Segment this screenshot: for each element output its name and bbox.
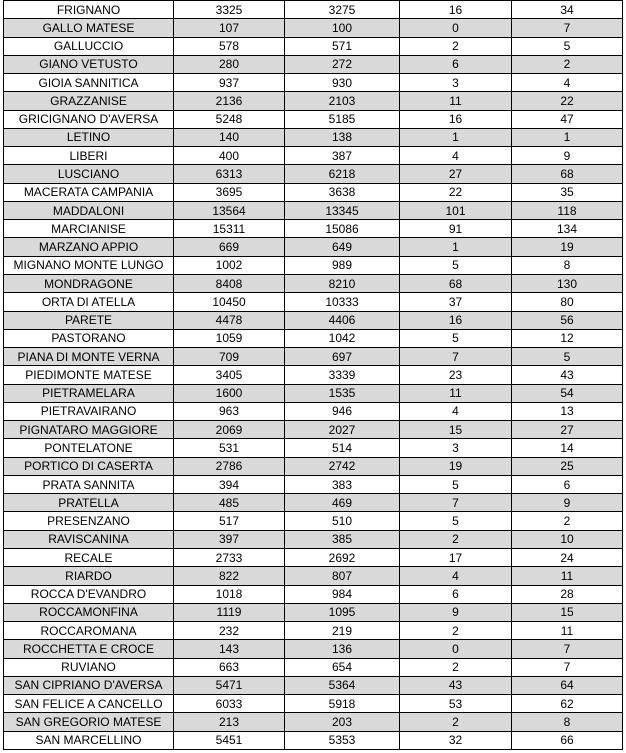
value-cell-col3: 2 <box>400 622 512 640</box>
value-cell-col3: 4 <box>400 147 512 165</box>
value-cell-col2: 697 <box>285 348 400 366</box>
municipality-cell: GALLO MATESE <box>4 19 174 37</box>
value-cell-col2: 469 <box>285 494 400 512</box>
value-cell-col1: 5248 <box>174 110 285 128</box>
municipality-cell: MIGNANO MONTE LUNGO <box>4 256 174 274</box>
value-cell-col2: 984 <box>285 585 400 603</box>
table-row <box>4 110 623 128</box>
value-cell-col2: 13345 <box>285 201 400 219</box>
value-cell-col2: 5185 <box>285 110 400 128</box>
value-cell-col2: 6218 <box>285 165 400 183</box>
municipality-cell: PONTELATONE <box>4 439 174 457</box>
value-cell-col4: 7 <box>512 19 623 37</box>
value-cell-col4: 15 <box>512 603 623 621</box>
value-cell-col3: 32 <box>400 731 512 749</box>
value-cell-col1: 669 <box>174 238 285 256</box>
table-row <box>4 220 623 238</box>
value-cell-col2: 10333 <box>285 293 400 311</box>
value-cell-col3: 2 <box>400 658 512 676</box>
value-cell-col2: 1042 <box>285 329 400 347</box>
value-cell-col4: 4 <box>512 74 623 92</box>
value-cell-col3: 5 <box>400 512 512 530</box>
value-cell-col2: 930 <box>285 74 400 92</box>
value-cell-col3: 0 <box>400 19 512 37</box>
value-cell-col3: 19 <box>400 457 512 475</box>
value-cell-col2: 387 <box>285 147 400 165</box>
value-cell-col1: 709 <box>174 348 285 366</box>
value-cell-col4: 134 <box>512 220 623 238</box>
value-cell-col4: 64 <box>512 676 623 694</box>
value-cell-col1: 15311 <box>174 220 285 238</box>
value-cell-col1: 2136 <box>174 92 285 110</box>
value-cell-col3: 37 <box>400 293 512 311</box>
municipality-cell: PIANA DI MONTE VERNA <box>4 348 174 366</box>
value-cell-col3: 5 <box>400 329 512 347</box>
value-cell-col4: 5 <box>512 348 623 366</box>
table-row <box>4 439 623 457</box>
municipality-cell: ROCCAMONFINA <box>4 603 174 621</box>
value-cell-col1: 3325 <box>174 1 285 19</box>
value-cell-col1: 280 <box>174 55 285 73</box>
municipality-cell: PIEDIMONTE MATESE <box>4 366 174 384</box>
municipality-cell: RUVIANO <box>4 658 174 676</box>
value-cell-col3: 2 <box>400 713 512 731</box>
table-row <box>4 731 623 749</box>
value-cell-col4: 2 <box>512 512 623 530</box>
table-row <box>4 475 623 493</box>
value-cell-col1: 578 <box>174 37 285 55</box>
value-cell-col3: 17 <box>400 548 512 566</box>
value-cell-col3: 15 <box>400 421 512 439</box>
municipality-cell: MONDRAGONE <box>4 274 174 292</box>
value-cell-col2: 272 <box>285 55 400 73</box>
value-cell-col3: 1 <box>400 128 512 146</box>
value-cell-col4: 28 <box>512 585 623 603</box>
value-cell-col1: 8408 <box>174 274 285 292</box>
value-cell-col1: 1059 <box>174 329 285 347</box>
value-cell-col2: 219 <box>285 622 400 640</box>
table-row <box>4 201 623 219</box>
value-cell-col4: 1 <box>512 128 623 146</box>
value-cell-col4: 47 <box>512 110 623 128</box>
value-cell-col1: 140 <box>174 128 285 146</box>
municipality-cell: PIGNATARO MAGGIORE <box>4 421 174 439</box>
value-cell-col3: 2 <box>400 37 512 55</box>
table-row <box>4 676 623 694</box>
table-row <box>4 74 623 92</box>
value-cell-col3: 43 <box>400 676 512 694</box>
value-cell-col2: 4406 <box>285 311 400 329</box>
value-cell-col4: 13 <box>512 402 623 420</box>
municipality-cell: LUSCIANO <box>4 165 174 183</box>
municipality-cell: GALLUCCIO <box>4 37 174 55</box>
value-cell-col4: 7 <box>512 658 623 676</box>
value-cell-col3: 0 <box>400 640 512 658</box>
value-cell-col2: 385 <box>285 530 400 548</box>
value-cell-col2: 100 <box>285 19 400 37</box>
table-row <box>4 402 623 420</box>
table-row <box>4 567 623 585</box>
value-cell-col4: 22 <box>512 92 623 110</box>
value-cell-col3: 6 <box>400 585 512 603</box>
table-row <box>4 55 623 73</box>
value-cell-col4: 25 <box>512 457 623 475</box>
municipality-cell: RECALE <box>4 548 174 566</box>
municipality-cell: MACERATA CAMPANIA <box>4 183 174 201</box>
table-row <box>4 658 623 676</box>
value-cell-col1: 232 <box>174 622 285 640</box>
value-cell-col2: 1535 <box>285 384 400 402</box>
value-cell-col3: 9 <box>400 603 512 621</box>
value-cell-col3: 5 <box>400 256 512 274</box>
value-cell-col2: 5364 <box>285 676 400 694</box>
municipality-cell: MADDALONI <box>4 201 174 219</box>
value-cell-col2: 2103 <box>285 92 400 110</box>
table-row <box>4 512 623 530</box>
value-cell-col2: 5918 <box>285 695 400 713</box>
value-cell-col3: 11 <box>400 92 512 110</box>
municipality-cell: RIARDO <box>4 567 174 585</box>
value-cell-col2: 654 <box>285 658 400 676</box>
value-cell-col4: 19 <box>512 238 623 256</box>
value-cell-col3: 11 <box>400 384 512 402</box>
value-cell-col4: 9 <box>512 494 623 512</box>
value-cell-col1: 963 <box>174 402 285 420</box>
value-cell-col1: 485 <box>174 494 285 512</box>
value-cell-col3: 27 <box>400 165 512 183</box>
value-cell-col4: 12 <box>512 329 623 347</box>
municipality-cell: PRATA SANNITA <box>4 475 174 493</box>
value-cell-col3: 16 <box>400 1 512 19</box>
table-row <box>4 530 623 548</box>
table-row <box>4 92 623 110</box>
value-cell-col3: 7 <box>400 494 512 512</box>
table-row <box>4 695 623 713</box>
value-cell-col4: 6 <box>512 475 623 493</box>
municipality-cell: SAN FELICE A CANCELLO <box>4 695 174 713</box>
municipality-cell: PASTORANO <box>4 329 174 347</box>
table-row <box>4 640 623 658</box>
value-cell-col4: 62 <box>512 695 623 713</box>
value-cell-col1: 397 <box>174 530 285 548</box>
value-cell-col4: 54 <box>512 384 623 402</box>
table-row <box>4 183 623 201</box>
value-cell-col1: 3695 <box>174 183 285 201</box>
value-cell-col4: 2 <box>512 55 623 73</box>
value-cell-col2: 5353 <box>285 731 400 749</box>
value-cell-col3: 4 <box>400 402 512 420</box>
value-cell-col1: 1002 <box>174 256 285 274</box>
municipality-cell: ROCCAROMANA <box>4 622 174 640</box>
table-row <box>4 603 623 621</box>
value-cell-col2: 946 <box>285 402 400 420</box>
municipality-cell: PRATELLA <box>4 494 174 512</box>
value-cell-col4: 118 <box>512 201 623 219</box>
municipality-cell: GRAZZANISE <box>4 92 174 110</box>
value-cell-col2: 649 <box>285 238 400 256</box>
value-cell-col4: 8 <box>512 256 623 274</box>
value-cell-col3: 22 <box>400 183 512 201</box>
value-cell-col4: 35 <box>512 183 623 201</box>
value-cell-col2: 136 <box>285 640 400 658</box>
value-cell-col2: 571 <box>285 37 400 55</box>
value-cell-col1: 822 <box>174 567 285 585</box>
table-row <box>4 548 623 566</box>
value-cell-col1: 5471 <box>174 676 285 694</box>
value-cell-col2: 8210 <box>285 274 400 292</box>
table-row <box>4 311 623 329</box>
value-cell-col3: 101 <box>400 201 512 219</box>
value-cell-col1: 6033 <box>174 695 285 713</box>
value-cell-col3: 53 <box>400 695 512 713</box>
municipality-cell: PIETRAMELARA <box>4 384 174 402</box>
value-cell-col1: 937 <box>174 74 285 92</box>
value-cell-col3: 23 <box>400 366 512 384</box>
value-cell-col1: 1119 <box>174 603 285 621</box>
value-cell-col3: 6 <box>400 55 512 73</box>
table-row <box>4 147 623 165</box>
value-cell-col1: 213 <box>174 713 285 731</box>
value-cell-col3: 4 <box>400 567 512 585</box>
value-cell-col2: 1095 <box>285 603 400 621</box>
value-cell-col2: 2742 <box>285 457 400 475</box>
table-row <box>4 256 623 274</box>
table-row <box>4 238 623 256</box>
value-cell-col1: 1018 <box>174 585 285 603</box>
value-cell-col4: 7 <box>512 640 623 658</box>
table-row <box>4 457 623 475</box>
value-cell-col3: 7 <box>400 348 512 366</box>
municipality-cell: SAN GREGORIO MATESE <box>4 713 174 731</box>
table-row <box>4 293 623 311</box>
value-cell-col1: 2733 <box>174 548 285 566</box>
table-row <box>4 348 623 366</box>
value-cell-col3: 3 <box>400 439 512 457</box>
municipality-cell: ROCCHETTA E CROCE <box>4 640 174 658</box>
value-cell-col4: 14 <box>512 439 623 457</box>
value-cell-col3: 3 <box>400 74 512 92</box>
value-cell-col1: 400 <box>174 147 285 165</box>
value-cell-col2: 3275 <box>285 1 400 19</box>
value-cell-col4: 34 <box>512 1 623 19</box>
municipality-cell: GIOIA SANNITICA <box>4 74 174 92</box>
value-cell-col2: 2027 <box>285 421 400 439</box>
table-row <box>4 622 623 640</box>
table-row <box>4 274 623 292</box>
value-cell-col3: 2 <box>400 530 512 548</box>
value-cell-col1: 1600 <box>174 384 285 402</box>
value-cell-col1: 2786 <box>174 457 285 475</box>
value-cell-col4: 43 <box>512 366 623 384</box>
municipality-table <box>3 0 623 750</box>
value-cell-col1: 5451 <box>174 731 285 749</box>
value-cell-col1: 13564 <box>174 201 285 219</box>
table-row <box>4 329 623 347</box>
value-cell-col4: 8 <box>512 713 623 731</box>
municipality-cell: GIANO VETUSTO <box>4 55 174 73</box>
municipality-cell: RAVISCANINA <box>4 530 174 548</box>
value-cell-col1: 143 <box>174 640 285 658</box>
value-cell-col4: 66 <box>512 731 623 749</box>
value-cell-col3: 16 <box>400 311 512 329</box>
value-cell-col2: 989 <box>285 256 400 274</box>
value-cell-col3: 68 <box>400 274 512 292</box>
value-cell-col4: 9 <box>512 147 623 165</box>
table-row <box>4 37 623 55</box>
value-cell-col2: 203 <box>285 713 400 731</box>
value-cell-col1: 10450 <box>174 293 285 311</box>
municipality-cell: SAN MARCELLINO <box>4 731 174 749</box>
value-cell-col4: 80 <box>512 293 623 311</box>
value-cell-col2: 383 <box>285 475 400 493</box>
municipality-cell: PRESENZANO <box>4 512 174 530</box>
table-row <box>4 1 623 19</box>
table-row <box>4 384 623 402</box>
municipality-cell: GRICIGNANO D'AVERSA <box>4 110 174 128</box>
value-cell-col1: 2069 <box>174 421 285 439</box>
municipality-cell: PIETRAVAIRANO <box>4 402 174 420</box>
value-cell-col2: 807 <box>285 567 400 585</box>
value-cell-col4: 27 <box>512 421 623 439</box>
value-cell-col3: 16 <box>400 110 512 128</box>
value-cell-col2: 3339 <box>285 366 400 384</box>
table-row <box>4 421 623 439</box>
value-cell-col4: 68 <box>512 165 623 183</box>
value-cell-col1: 4478 <box>174 311 285 329</box>
table-row <box>4 713 623 731</box>
municipality-cell: SAN CIPRIANO D'AVERSA <box>4 676 174 694</box>
value-cell-col4: 24 <box>512 548 623 566</box>
municipality-cell: PARETE <box>4 311 174 329</box>
municipality-cell: LETINO <box>4 128 174 146</box>
value-cell-col2: 15086 <box>285 220 400 238</box>
value-cell-col2: 2692 <box>285 548 400 566</box>
table-row <box>4 366 623 384</box>
value-cell-col3: 91 <box>400 220 512 238</box>
value-cell-col1: 394 <box>174 475 285 493</box>
table-row <box>4 585 623 603</box>
value-cell-col4: 56 <box>512 311 623 329</box>
value-cell-col2: 514 <box>285 439 400 457</box>
municipality-cell: MARCIANISE <box>4 220 174 238</box>
value-cell-col3: 5 <box>400 475 512 493</box>
value-cell-col1: 663 <box>174 658 285 676</box>
value-cell-col1: 531 <box>174 439 285 457</box>
value-cell-col1: 107 <box>174 19 285 37</box>
value-cell-col2: 138 <box>285 128 400 146</box>
value-cell-col2: 510 <box>285 512 400 530</box>
table-row <box>4 494 623 512</box>
municipality-cell: PORTICO DI CASERTA <box>4 457 174 475</box>
value-cell-col4: 130 <box>512 274 623 292</box>
value-cell-col1: 3405 <box>174 366 285 384</box>
table-row <box>4 19 623 37</box>
value-cell-col4: 11 <box>512 622 623 640</box>
value-cell-col1: 6313 <box>174 165 285 183</box>
value-cell-col3: 1 <box>400 238 512 256</box>
municipality-cell: ROCCA D'EVANDRO <box>4 585 174 603</box>
value-cell-col4: 11 <box>512 567 623 585</box>
value-cell-col4: 5 <box>512 37 623 55</box>
table-row <box>4 128 623 146</box>
municipality-cell: ORTA DI ATELLA <box>4 293 174 311</box>
value-cell-col4: 10 <box>512 530 623 548</box>
municipality-cell: FRIGNANO <box>4 1 174 19</box>
municipality-cell: LIBERI <box>4 147 174 165</box>
table-body <box>4 1 623 750</box>
municipality-cell: MARZANO APPIO <box>4 238 174 256</box>
value-cell-col2: 3638 <box>285 183 400 201</box>
value-cell-col1: 517 <box>174 512 285 530</box>
table-row <box>4 165 623 183</box>
